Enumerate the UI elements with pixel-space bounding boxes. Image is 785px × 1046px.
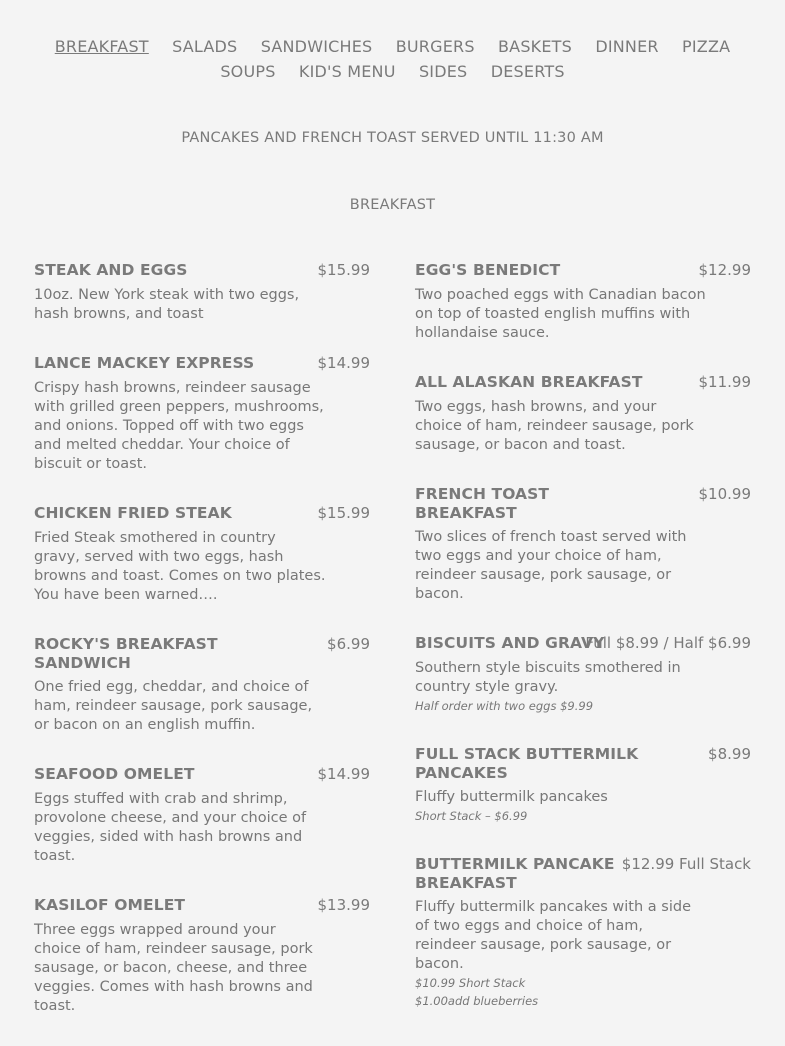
menu-item-price: $12.99 [698,261,751,279]
menu-item-description: Fluffy buttermilk pancakes with a side of two eggs and choice of ham, reindeer sausage, pork sausage, or bacon. [415,899,691,972]
menu-item-name: SEAFOOD OMELET [34,765,195,783]
nav-row-1 [0,34,785,59]
menu-item-price: $15.99 [317,261,370,279]
menu-item-name: ROCKY'S BREAKFAST SANDWICH [34,635,218,672]
menu-item-header [415,745,751,783]
menu-item [415,261,751,343]
menu-item-name: ALL ALASKAN BREAKFAST [415,373,643,391]
menu-item-price: $8.99 [708,745,751,763]
menu-item-description: Fluffy buttermilk pancakes [415,789,608,805]
menu-item-price: $12.99 Full Stack [621,855,751,873]
nav-link-sides[interactable]: SIDES [418,62,468,81]
nav-link-baskets[interactable]: BASKETS [498,37,573,56]
menu-item-description: Two eggs, hash browns, and your choice of ham, reindeer sausage, pork sausage, or bacon and toast. [415,399,694,453]
menu-item [34,635,370,735]
menu-item-price: $14.99 [317,765,370,783]
nav-link-sandwiches[interactable]: SANDWICHES [260,37,373,56]
menu-item-price: $15.99 [317,504,370,522]
menu-item-name: EGG'S BENEDICT [415,261,561,279]
serving-hours-notice: PANCAKES AND FRENCH TOAST SERVED UNTIL 11:30 AM [181,130,604,146]
menu-item-description: Three eggs wrapped around your choice of ham, reindeer sausage, pork sausage, or bacon, cheese, and three veggies. Comes with hash browns and toast. [34,922,313,1014]
menu-item-header [34,261,370,281]
menu-item [34,261,370,324]
menu-item-price: $10.99 [698,485,751,503]
menu-item [415,855,751,1010]
menu-item [34,765,370,866]
menu-item [415,485,751,604]
menu-item-header [34,635,370,673]
menu-item [34,896,370,1016]
menu-column-left [34,261,370,1046]
menu-column-right [415,261,751,1040]
menu-item [34,354,370,474]
nav-link-breakfast[interactable]: BREAKFAST [54,37,149,56]
menu-item-description: One fried egg, cheddar, and choice of ham, reindeer sausage, pork sausage, or bacon on an english muffin. [34,679,313,733]
menu-item-name: FULL STACK BUTTERMILK PANCAKES [415,745,639,782]
menu-item-header [34,354,370,374]
menu-item [415,745,751,825]
menu-item-description: Eggs stuffed with crab and shrimp, provolone cheese, and your choice of veggies, sided with hash browns and toast. [34,791,307,864]
menu-item-name: FRENCH TOAST BREAKFAST [415,485,550,522]
menu-item-price: $14.99 [317,354,370,372]
menu-item-description: 10oz. New York steak with two eggs, hash browns, and toast [34,287,300,322]
menu-item [34,504,370,605]
nav-link-soups[interactable]: SOUPS [220,62,276,81]
nav-link-deserts[interactable]: DESERTS [490,62,565,81]
menu-item-description: Southern style biscuits smothered in country style gravy. [415,660,681,695]
menu-item-description: Fried Steak smothered in country gravy, served with two eggs, hash browns and toast. Comes on two plates. You have been warned…. [34,530,326,603]
menu-item-header [415,485,751,523]
menu-item-price: $11.99 [698,373,751,391]
menu-item-name: KASILOF OMELET [34,896,186,914]
menu-item [415,373,751,455]
nav-row-2 [0,59,785,84]
menu-item-header [34,765,370,785]
section-title: BREAKFAST [349,197,436,213]
menu-item-note: Short Stack – $6.99 [415,809,528,823]
menu-item-description: Two slices of french toast served with two eggs and your choice of ham, reindeer sausage, pork sausage, or bacon. [415,529,687,602]
menu-item-header [415,855,751,893]
menu-item-note: Half order with two eggs $9.99 [415,699,594,713]
nav-link-pizza[interactable]: PIZZA [682,37,731,56]
menu-item-price: $13.99 [317,896,370,914]
menu-item-name: BISCUITS AND GRAVY [415,634,605,652]
nav-link-salads[interactable]: SALADS [172,37,238,56]
menu-item-name: BUTTERMILK PANCAKE BREAKFAST [415,855,615,892]
nav-link-kids-menu[interactable]: KID'S MENU [298,62,396,81]
nav-link-dinner[interactable]: DINNER [595,37,659,56]
nav-link-burgers[interactable]: BURGERS [395,37,475,56]
menu-item-note: $1.00add blueberries [415,994,539,1008]
menu-item-description: Crispy hash browns, reindeer sausage with grilled green peppers, mushrooms, and onions. Topped off with two eggs and melted cheddar. Your choice of biscuit or toast. [34,380,324,472]
menu-item-name: STEAK AND EGGS [34,261,188,279]
menu-item-name: CHICKEN FRIED STEAK [34,504,232,522]
menu-item-price: $6.99 [327,635,370,653]
menu-item [415,634,751,715]
menu-item-header [34,504,370,524]
menu-item-header [415,373,751,393]
menu-item-name: LANCE MACKEY EXPRESS [34,354,255,372]
menu-item-note: $10.99 Short Stack [415,976,526,990]
menu-item-header [34,896,370,916]
menu-item-description: Two poached eggs with Canadian bacon on top of toasted english muffins with hollandaise sauce. [415,287,706,341]
menu-item-header [415,261,751,281]
menu-category-nav [0,34,785,84]
menu-item-price: Full $8.99 / Half $6.99 [585,634,751,652]
menu-item-header [415,634,751,654]
